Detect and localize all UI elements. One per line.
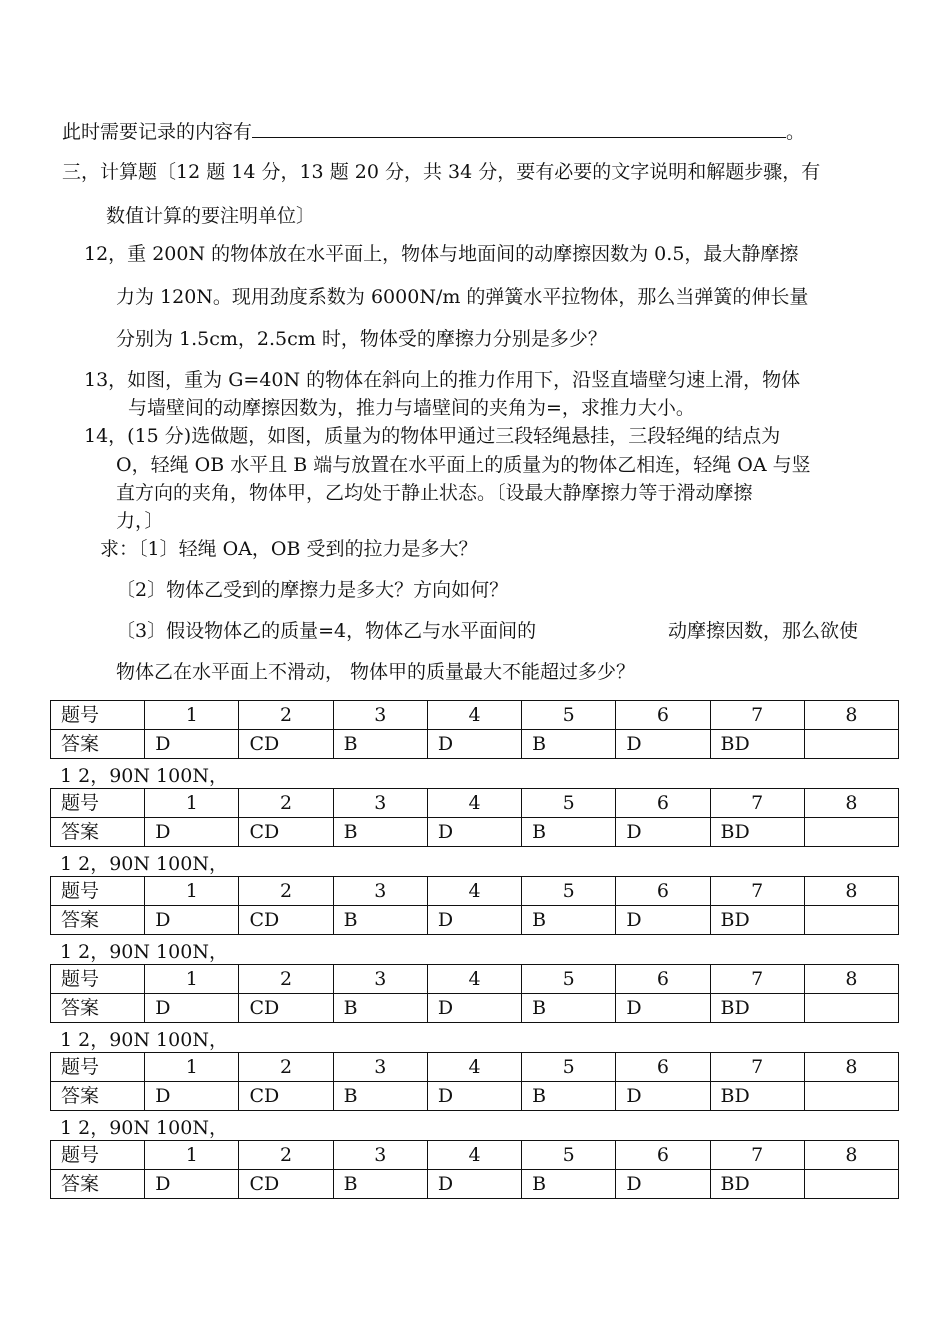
answer-table-5 (50, 1052, 899, 1111)
question-number-cell: 1 (145, 789, 239, 818)
question-number-cell: 7 (710, 877, 804, 906)
answer-cell (804, 1082, 898, 1111)
answer-cell: B (522, 1082, 616, 1111)
answer-cell: B (522, 818, 616, 847)
question-number-cell: 4 (427, 789, 521, 818)
question-14-sub-3b: 动摩擦因数，那么欲使 (668, 620, 859, 642)
question-14-sub-2: 〔2〕物体乙受到的摩擦力是多大？方向如何？ (116, 579, 509, 601)
question-number-cell: 7 (710, 1053, 804, 1082)
question-number-cell: 1 (145, 1141, 239, 1170)
answer-cell: CD (239, 818, 333, 847)
answer-table-3 (50, 876, 899, 935)
header-label-cell: 题号 (51, 1053, 145, 1082)
question-number-cell: 3 (333, 965, 427, 994)
question-number-cell: 2 (239, 877, 333, 906)
answer-cell: B (522, 1170, 616, 1199)
table-row (51, 701, 899, 730)
question-number-cell: 3 (333, 877, 427, 906)
answer-cell: BD (710, 1082, 804, 1111)
question-number-cell: 4 (427, 1141, 521, 1170)
answer-cell: B (333, 730, 427, 759)
question-14-line-4: 力，〕 (116, 510, 164, 532)
question-number-cell: 4 (427, 1053, 521, 1082)
answer-cell: D (145, 730, 239, 759)
answer-blank[interactable] (252, 121, 786, 138)
table-row (51, 789, 899, 818)
header-label-cell: 题号 (51, 965, 145, 994)
question-14-ask: 求：〔1〕轻绳 OA，OB 受到的拉力是多大？ (100, 538, 478, 560)
answer-note: 1 2，90N 100N， (60, 853, 228, 875)
question-number-cell: 2 (239, 965, 333, 994)
question-14-line-1: 14，(15 分)选做题，如图，质量为的物体甲通过三段轻绳悬挂，三段轻绳的结点为 (84, 425, 781, 447)
table-row (51, 1053, 899, 1082)
question-number-cell: 3 (333, 701, 427, 730)
header-label-cell: 题号 (51, 789, 145, 818)
answer-cell: D (616, 818, 710, 847)
record-prefix: 此时需要记录的内容有 (62, 121, 253, 143)
answer-table-2 (50, 788, 899, 847)
answer-table-6 (50, 1140, 899, 1199)
answer-label-cell: 答案 (51, 906, 145, 935)
question-number-cell: 1 (145, 1053, 239, 1082)
question-number-cell: 3 (333, 1053, 427, 1082)
question-number-cell: 4 (427, 877, 521, 906)
question-14-sub-3a: 〔3〕假设物体乙的质量=4，物体乙与水平面间的 (116, 620, 537, 642)
table-row (51, 965, 899, 994)
question-number-cell: 7 (710, 965, 804, 994)
answer-cell: D (145, 994, 239, 1023)
question-number-cell: 3 (333, 1141, 427, 1170)
question-number-cell: 5 (522, 701, 616, 730)
answer-note: 1 2，90N 100N， (60, 1117, 228, 1139)
question-number-cell: 8 (804, 1141, 898, 1170)
question-number-cell: 5 (522, 1141, 616, 1170)
question-number-cell: 8 (804, 1053, 898, 1082)
answer-label-cell: 答案 (51, 1170, 145, 1199)
answer-cell: D (145, 818, 239, 847)
answer-cell (804, 818, 898, 847)
question-number-cell: 6 (616, 701, 710, 730)
question-number-cell: 4 (427, 965, 521, 994)
answer-label-cell: 答案 (51, 1082, 145, 1111)
question-number-cell: 1 (145, 877, 239, 906)
answer-cell: D (616, 906, 710, 935)
question-number-cell: 5 (522, 789, 616, 818)
question-13-line-2: 与墙壁间的动摩擦因数为，推力与墙壁间的夹角为=，求推力大小。 (128, 397, 695, 419)
question-number-cell: 2 (239, 1141, 333, 1170)
question-number-cell: 3 (333, 789, 427, 818)
question-number-cell: 7 (710, 789, 804, 818)
answer-cell (804, 1170, 898, 1199)
answer-note: 1 2，90N 100N， (60, 765, 228, 787)
header-label-cell: 题号 (51, 1141, 145, 1170)
answer-cell (804, 994, 898, 1023)
question-number-cell: 2 (239, 789, 333, 818)
question-number-cell: 8 (804, 789, 898, 818)
question-number-cell: 8 (804, 877, 898, 906)
answer-cell: CD (239, 994, 333, 1023)
answer-cell (804, 730, 898, 759)
question-number-cell: 2 (239, 1053, 333, 1082)
question-13-line-1: 13，如图，重为 G=40N 的物体在斜向上的推力作用下，沿竖直墙壁匀速上滑，物体 (84, 369, 801, 391)
table-row (51, 1141, 899, 1170)
answer-cell: CD (239, 1082, 333, 1111)
answer-cell: CD (239, 730, 333, 759)
question-number-cell: 6 (616, 965, 710, 994)
question-number-cell: 6 (616, 789, 710, 818)
section3-heading-cont: 数值计算的要注明单位〕 (106, 205, 316, 227)
answer-cell: D (616, 730, 710, 759)
answer-label-cell: 答案 (51, 818, 145, 847)
answer-cell: B (333, 1082, 427, 1111)
table-row (51, 1170, 899, 1199)
question-number-cell: 8 (804, 965, 898, 994)
record-line (62, 120, 805, 144)
answer-cell: B (333, 994, 427, 1023)
question-14-sub-3c: 物体乙在水平面上不滑动， 物体甲的质量最大不能超过多少？ (116, 661, 636, 683)
answer-cell: D (616, 994, 710, 1023)
answer-table-1 (50, 700, 899, 759)
header-label-cell: 题号 (51, 701, 145, 730)
answer-cell: D (145, 1082, 239, 1111)
question-number-cell: 5 (522, 1053, 616, 1082)
answer-cell: B (522, 730, 616, 759)
answer-cell: D (427, 818, 521, 847)
answer-cell: CD (239, 1170, 333, 1199)
table-row (51, 818, 899, 847)
header-label-cell: 题号 (51, 877, 145, 906)
question-12-line-2: 力为 120N。现用劲度系数为 6000N/m 的弹簧水平拉物体，那么当弹簧的伸长量 (116, 286, 809, 308)
question-number-cell: 6 (616, 1053, 710, 1082)
answer-cell: D (427, 994, 521, 1023)
table-row (51, 1082, 899, 1111)
answer-cell: B (333, 818, 427, 847)
question-number-cell: 5 (522, 965, 616, 994)
answer-cell: BD (710, 730, 804, 759)
question-number-cell: 1 (145, 965, 239, 994)
question-number-cell: 8 (804, 701, 898, 730)
answer-table-4 (50, 964, 899, 1023)
question-12-line-1: 12，重 200N 的物体放在水平面上，物体与地面间的动摩擦因数为 0.5，最大静摩擦 (84, 243, 799, 265)
question-14-line-2: O，轻绳 OB 水平且 B 端与放置在水平面上的质量为的物体乙相连，轻绳 OA 与竖 (116, 454, 811, 476)
section3-heading: 三，计算题〔12 题 14 分，13 题 20 分，共 34 分，要有必要的文字说明和解题步骤，有 (62, 161, 821, 183)
table-row (51, 906, 899, 935)
answer-cell: D (427, 730, 521, 759)
question-14-line-3: 直方向的夹角，物体甲，乙均处于静止状态。〔设最大静摩擦力等于滑动摩擦 (116, 482, 753, 504)
answer-cell: D (145, 1170, 239, 1199)
question-number-cell: 4 (427, 701, 521, 730)
table-row (51, 877, 899, 906)
answer-cell: B (522, 906, 616, 935)
question-number-cell: 7 (710, 701, 804, 730)
answer-cell: BD (710, 994, 804, 1023)
answer-cell: D (427, 1170, 521, 1199)
answer-cell (804, 906, 898, 935)
answer-cell: B (522, 994, 616, 1023)
question-number-cell: 6 (616, 1141, 710, 1170)
answer-label-cell: 答案 (51, 730, 145, 759)
answer-cell: D (427, 906, 521, 935)
answer-note: 1 2，90N 100N， (60, 1029, 228, 1051)
answer-cell: D (616, 1082, 710, 1111)
answer-label-cell: 答案 (51, 994, 145, 1023)
answer-cell: B (333, 906, 427, 935)
table-row (51, 994, 899, 1023)
question-12-line-3: 分别为 1.5cm，2.5cm 时，物体受的摩擦力分别是多少？ (116, 328, 607, 350)
record-suffix: 。 (786, 121, 806, 143)
answer-cell: D (427, 1082, 521, 1111)
answer-cell: BD (710, 818, 804, 847)
answer-cell: CD (239, 906, 333, 935)
question-number-cell: 5 (522, 877, 616, 906)
answer-note: 1 2，90N 100N， (60, 941, 228, 963)
question-number-cell: 2 (239, 701, 333, 730)
answer-cell: BD (710, 906, 804, 935)
answer-cell: D (145, 906, 239, 935)
answer-cell: B (333, 1170, 427, 1199)
table-row (51, 730, 899, 759)
question-number-cell: 1 (145, 701, 239, 730)
answer-cell: D (616, 1170, 710, 1199)
question-number-cell: 7 (710, 1141, 804, 1170)
answer-cell: BD (710, 1170, 804, 1199)
question-number-cell: 6 (616, 877, 710, 906)
